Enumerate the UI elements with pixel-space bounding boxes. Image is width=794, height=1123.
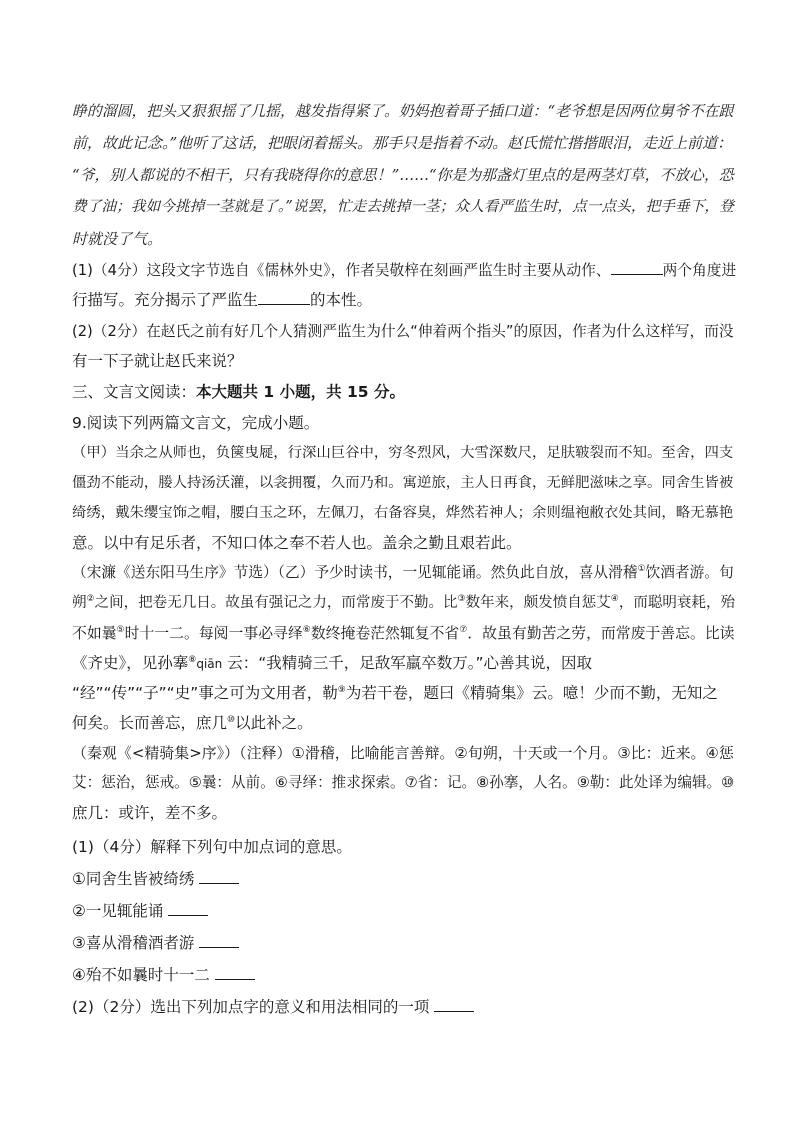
passage-line: 费了油；我如今挑掉一茎就是了。”说罢，忙走去挑掉一茎；众人看严监生时，点一点头，把手垂下，登 bbox=[72, 198, 734, 215]
q9-item bbox=[72, 868, 239, 890]
text: 《齐史》，见孙搴 bbox=[72, 654, 189, 672]
q9-jia-line: 僵劲不能动，媵人持汤沃灌，以衾拥覆，久而乃和。寓逆旅，主人日再食，无鲜肥滋味之享。同舍生皆被 bbox=[72, 475, 734, 491]
q9-yi-line bbox=[72, 712, 313, 734]
item-text: ③喜从滑稽酒者游 bbox=[72, 934, 195, 952]
footnote-marker: ⑨ bbox=[337, 684, 346, 695]
passage-line: 睁的溜圆，把头又狠狠摇了几摇，越发指得紧了。奶妈抱着哥子插口道：“老爷想是因两位舅爷不在跟 bbox=[72, 102, 734, 120]
answer-blank[interactable] bbox=[168, 901, 208, 916]
q8-sub1-text: 的本性。 bbox=[310, 291, 373, 309]
text: 不如曩 bbox=[72, 624, 117, 642]
q9-sub2 bbox=[72, 996, 474, 1018]
answer-blank[interactable] bbox=[611, 260, 663, 275]
text: 朔 bbox=[72, 595, 87, 611]
text: 为若干卷，题曰《精骑集》云。噫！少而不勤，无知之 bbox=[345, 684, 718, 702]
item-text: ②一见辄能诵 bbox=[72, 902, 164, 920]
footnote-marker: ② bbox=[86, 594, 95, 605]
q9-jia-line: 绮绣，戴朱缨宝饰之帽，腰白玉之环，左佩刀，右备容臭，烨然若神人；余则缊袍敝衣处其间，略无慕艳 bbox=[72, 505, 734, 521]
q9-yi-line bbox=[72, 682, 718, 704]
answer-blank[interactable] bbox=[215, 965, 255, 980]
text: 之间，把卷无几日。故虽有强记之力，而常废于不勤。比 bbox=[94, 595, 458, 611]
text: 时十一二。每阅一事必寻绎 bbox=[124, 624, 303, 642]
text: 以此补之。 bbox=[235, 714, 313, 732]
q9-notes-line: 庶几：或许，差不多。 bbox=[72, 804, 228, 822]
q8-sub1-text: 行描写。充分揭示了严监生 bbox=[72, 291, 259, 309]
q9-jia-line: 意。以中有足乐者，不知口体之奉不若人也。盖余之勤且艰若此。 bbox=[72, 534, 522, 552]
footnote-marker: ⑥ bbox=[302, 625, 311, 636]
footnote-marker: ⑦ bbox=[459, 625, 468, 636]
answer-blank[interactable] bbox=[258, 290, 310, 305]
answer-blank[interactable] bbox=[434, 997, 474, 1012]
text: 何矣。长而善忘，庶几 bbox=[72, 714, 228, 732]
section-desc: 本大题共 1 小题，共 15 分。 bbox=[196, 383, 405, 401]
passage-line: 时就没了气。 bbox=[72, 230, 163, 248]
text: ，而聪明衰耗，殆 bbox=[618, 595, 735, 611]
section-heading bbox=[72, 381, 405, 403]
footnote-marker: ⑧ bbox=[188, 654, 197, 665]
item-text: ①同舍生皆被绮绣 bbox=[72, 870, 195, 888]
q9-yi-line bbox=[72, 622, 735, 644]
footnote-marker: ⑩ bbox=[227, 714, 236, 725]
q8-sub2-line2: 有一下子就让赵氏来说？ bbox=[72, 352, 243, 370]
q9-notes-line: 艾：惩治，惩戒。⑤曩：从前。⑥寻绎：推求探索。⑦省：记。⑧孙搴，人名。⑨勒：此处译为编辑。⑩ bbox=[72, 774, 735, 791]
q9-item bbox=[72, 932, 239, 954]
answer-blank[interactable] bbox=[199, 933, 239, 948]
text: 数年来，颇发愤自惩艾 bbox=[465, 595, 611, 611]
answer-blank[interactable] bbox=[199, 869, 239, 884]
passage-line: “爷，别人都说的不相干，只有我晓得你的意思！”……“你是为那盏灯里点的是两茎灯草，不放心，恐 bbox=[72, 166, 734, 184]
text: 饮酒者游。旬 bbox=[645, 564, 734, 581]
section-title: 三、文言文阅读： bbox=[72, 383, 197, 401]
item-text: ④殆不如曩时十一二 bbox=[72, 966, 210, 984]
q9-yi-line bbox=[72, 562, 734, 584]
q9-yi-line bbox=[72, 592, 735, 614]
q9-item bbox=[72, 964, 255, 986]
footnote-marker: ① bbox=[637, 564, 646, 575]
q9-jia-line: （甲）当余之从师也，负箧曳屣，行深山巨谷中，穷冬烈风，大雪深数尺，足肤皲裂而不知。至舍，四支 bbox=[72, 445, 734, 461]
q8-sub1-text: 两个角度进 bbox=[662, 262, 737, 279]
text: ．故虽有勤苦之劳，而常废于善忘。比读 bbox=[467, 624, 735, 642]
text: “经”“传”“子”“史”事之可为文用者，勒 bbox=[72, 684, 338, 702]
q9-item bbox=[72, 900, 208, 922]
text: 数终掩卷茫然辄复不省 bbox=[310, 624, 460, 642]
q9-yi-line bbox=[72, 652, 592, 675]
footnote-marker: ③ bbox=[457, 594, 466, 605]
q9-stem: 9.阅读下列两篇文言文，完成小题。 bbox=[72, 414, 320, 432]
q8-sub1-line2 bbox=[72, 289, 372, 311]
footnote-marker: ④ bbox=[610, 594, 619, 605]
text: 云：“我精骑三千，足敌军羸卒数万。”心善其说，因取 bbox=[222, 654, 593, 672]
q9-sub2-text: (2)（2分）选出下列加点字的意义和用法相同的一项 bbox=[72, 998, 430, 1016]
passage-line: 前，故此记念。”他听了这话，把眼闭着摇头。那手只是指着不动。赵氏慌忙揩揩眼泪，走近上前道： bbox=[72, 134, 733, 152]
text: （宋濂《送东阳马生序》节选）（乙）予少时读书，一见辄能诵。然负此自放，喜从滑稽 bbox=[72, 564, 638, 581]
q8-sub1-text: (1)（4分）这段文字节选自《儒林外史》，作者吴敬梓在刻画严监生时主要从动作、 bbox=[72, 262, 611, 279]
pinyin: qiān bbox=[196, 657, 223, 671]
q9-notes-line: （秦观《<精骑集>序》）（注释）①滑稽，比喻能言善辩。②旬朔，十天或一个月。③比：近来。④惩 bbox=[72, 744, 734, 762]
q8-sub1-line1 bbox=[72, 260, 736, 282]
q8-sub2-line1: (2)（2分）在赵氏之前有好几个人猜测严监生为什么“伸着两个指头”的原因，作者为什么这样写，而没 bbox=[72, 323, 734, 340]
q9-sub1: (1)（4分）解释下列句中加点词的意思。 bbox=[72, 838, 352, 856]
footnote-marker: ⑤ bbox=[116, 625, 125, 636]
